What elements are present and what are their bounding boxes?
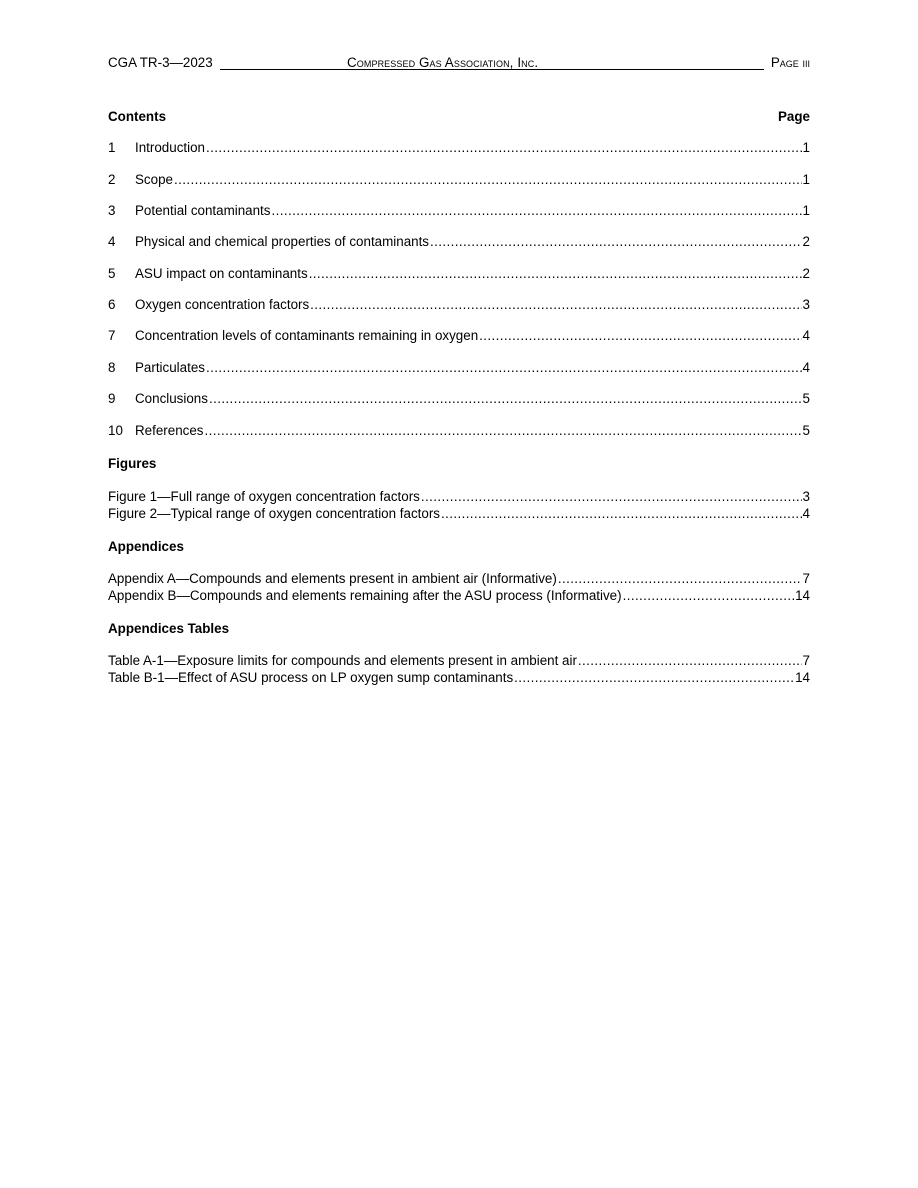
- toc-page: 1: [802, 140, 810, 155]
- toc-title: Physical and chemical properties of contaminants: [135, 234, 429, 249]
- figure-entry[interactable]: [108, 488, 810, 506]
- dot-leader: [623, 587, 795, 605]
- dot-leader: [206, 139, 802, 157]
- dot-leader: [479, 327, 801, 345]
- toc-entry[interactable]: [108, 296, 810, 314]
- contents-heading: Contents: [108, 109, 167, 124]
- toc-page: 4: [802, 328, 810, 343]
- document-page: [108, 0, 810, 1188]
- dot-leader: [204, 422, 801, 440]
- figure-page: 4: [802, 506, 810, 521]
- toc-number: 1: [108, 140, 116, 155]
- toc-page: 1: [802, 203, 810, 218]
- toc-entry[interactable]: [108, 265, 810, 283]
- dot-leader: [174, 171, 802, 189]
- page-header: [108, 54, 810, 72]
- table-entry[interactable]: [108, 652, 810, 670]
- toc-number: 5: [108, 266, 116, 281]
- toc-page: 4: [802, 360, 810, 375]
- toc-page: 2: [802, 234, 810, 249]
- toc-number: 8: [108, 360, 116, 375]
- toc-number: 3: [108, 203, 116, 218]
- toc-entry[interactable]: [108, 139, 810, 157]
- toc-entry[interactable]: [108, 359, 810, 377]
- toc-entry[interactable]: [108, 171, 810, 189]
- table-title: Table A-1—Exposure limits for compounds and elements present in ambient air: [108, 653, 577, 668]
- appendix-page: 7: [802, 571, 810, 586]
- toc-title: Introduction: [135, 140, 205, 155]
- table-title: Table B-1—Effect of ASU process on LP oxygen sump contaminants: [108, 670, 514, 685]
- appendix-entry[interactable]: [108, 587, 810, 605]
- appendices-heading: Appendices: [108, 539, 184, 554]
- toc-page: 5: [802, 423, 810, 438]
- page-label: Page iii: [770, 55, 810, 70]
- toc-number: 6: [108, 297, 116, 312]
- appendix-tables-heading: Appendices Tables: [108, 621, 230, 636]
- toc-title: Concentration levels of contaminants remaining in oxygen: [135, 328, 479, 343]
- appendix-page: 14: [795, 588, 810, 603]
- dot-leader: [441, 505, 802, 523]
- toc-title: Potential contaminants: [135, 203, 271, 218]
- dot-leader: [421, 488, 802, 506]
- page-column-heading: Page: [777, 109, 810, 124]
- figures-heading: Figures: [108, 456, 157, 471]
- org-name: Compressed Gas Association, Inc.: [347, 55, 539, 70]
- toc-entry[interactable]: [108, 390, 810, 408]
- toc-entry[interactable]: [108, 422, 810, 440]
- dot-leader: [209, 390, 802, 408]
- dot-leader: [206, 359, 802, 377]
- table-entry[interactable]: [108, 669, 810, 687]
- figure-entry[interactable]: [108, 505, 810, 523]
- toc-title: Conclusions: [135, 391, 208, 406]
- toc-number: 10: [108, 423, 123, 438]
- contents-heading-row: [108, 108, 810, 126]
- appendix-title: Appendix A—Compounds and elements present in ambient air (Informative): [108, 571, 557, 586]
- appendix-entry[interactable]: [108, 570, 810, 588]
- toc-title: Particulates: [135, 360, 205, 375]
- toc-page: 1: [802, 172, 810, 187]
- toc-entry[interactable]: [108, 202, 810, 220]
- toc-title: ASU impact on contaminants: [135, 266, 308, 281]
- toc-page: 3: [802, 297, 810, 312]
- toc-title: Oxygen concentration factors: [135, 297, 310, 312]
- dot-leader: [578, 652, 802, 670]
- appendix-title: Appendix B—Compounds and elements remaining after the ASU process (Informative): [108, 588, 622, 603]
- dot-leader: [558, 570, 802, 588]
- figure-title: Figure 2—Typical range of oxygen concentration factors: [108, 506, 440, 521]
- table-page: 14: [795, 670, 810, 685]
- toc-page: 5: [802, 391, 810, 406]
- toc-number: 2: [108, 172, 116, 187]
- toc-title: References: [135, 423, 204, 438]
- table-page: 7: [802, 653, 810, 668]
- doc-id: CGA TR-3—2023: [108, 55, 213, 70]
- figure-title: Figure 1—Full range of oxygen concentration factors: [108, 489, 420, 504]
- dot-leader: [430, 233, 802, 251]
- dot-leader: [271, 202, 801, 220]
- toc-number: 4: [108, 234, 116, 249]
- dot-leader: [514, 669, 794, 687]
- dot-leader: [310, 296, 801, 314]
- toc-number: 9: [108, 391, 116, 406]
- toc-title: Scope: [135, 172, 173, 187]
- figure-page: 3: [802, 489, 810, 504]
- toc-page: 2: [802, 266, 810, 281]
- toc-entry[interactable]: [108, 327, 810, 345]
- toc-entry[interactable]: [108, 233, 810, 251]
- dot-leader: [309, 265, 802, 283]
- toc-number: 7: [108, 328, 116, 343]
